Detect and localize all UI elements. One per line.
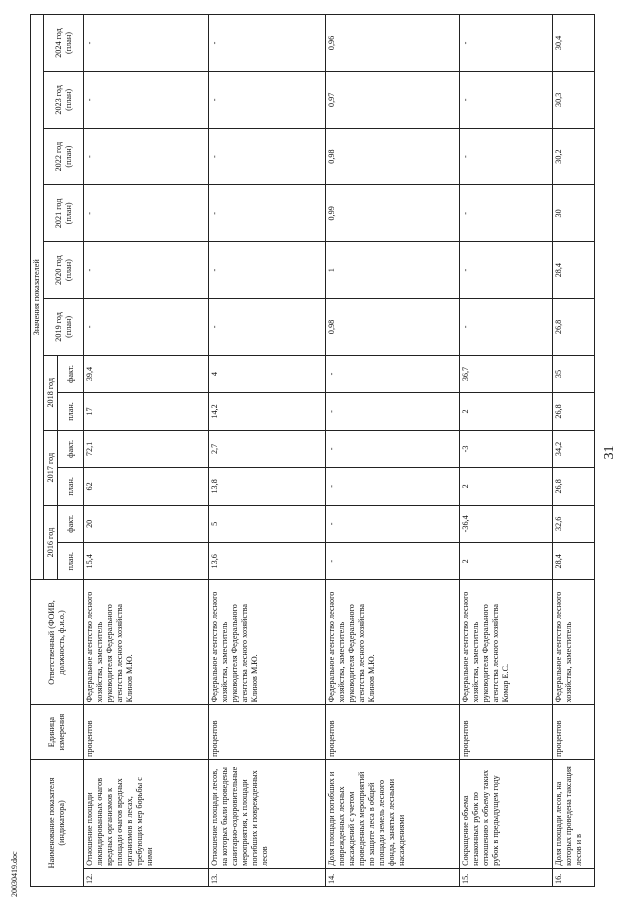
unit-cell: процентов <box>460 705 553 759</box>
indicator-name: Отношение площади лесов, на которых были проведены санитарно-оздоровительные мероприятия, к площади погибших и поврежденных лесов <box>209 759 325 868</box>
value-cell: 4 <box>209 355 325 392</box>
value-cell: 0,98 <box>325 128 460 185</box>
header-unit: Единица измерения <box>31 705 84 759</box>
responsible-cell: Федеральное агентство лесного хозяйства, заместитель руководителя Федерального агентства лесного хозяйства Клинов М.Ю. <box>209 580 325 705</box>
table-row <box>209 15 325 887</box>
value-cell: 2 <box>460 468 553 505</box>
value-cell: - <box>460 299 553 356</box>
value-cell: 72,1 <box>84 430 209 467</box>
header-year-2022: 2022 год (план) <box>44 128 84 185</box>
value-cell: 30,4 <box>553 15 595 72</box>
value-cell: - <box>209 128 325 185</box>
value-cell: - <box>460 71 553 128</box>
unit-cell: процентов <box>84 705 209 759</box>
page-number: 31 <box>602 445 617 460</box>
header-2017-plan: план. <box>58 468 84 505</box>
value-cell: 28,4 <box>553 242 595 299</box>
value-cell: - <box>460 128 553 185</box>
value-cell: - <box>325 430 460 467</box>
indicator-name: Доля площади погибших и поврежденных лесных насаждений с учетом проведенных мероприятий по защите леса в общей площади земель лесного фонда, занятых лесными насаждениями <box>325 759 460 868</box>
value-cell: - <box>209 15 325 72</box>
value-cell: - <box>460 15 553 72</box>
responsible-cell: Федеральное агентство лесного хозяйства, заместитель руководителя Федерального агентства лесного хозяйства Комар Е.С. <box>460 580 553 705</box>
value-cell: 0,96 <box>325 15 460 72</box>
value-cell: - <box>209 185 325 242</box>
header-2017-fact: факт. <box>58 430 84 467</box>
value-cell: - <box>84 299 209 356</box>
value-cell: - <box>209 242 325 299</box>
value-cell: 39,4 <box>84 355 209 392</box>
value-cell: 30 <box>553 185 595 242</box>
value-cell: - <box>84 71 209 128</box>
unit-cell: процентов <box>325 705 460 759</box>
value-cell: - <box>325 393 460 430</box>
table-row <box>460 15 553 887</box>
header-year-2016: 2016 год <box>44 505 58 580</box>
value-cell: 30,2 <box>553 128 595 185</box>
value-cell: 0,99 <box>325 185 460 242</box>
value-cell: - <box>209 299 325 356</box>
indicator-name: Отношение площади ликвидированных очагов вредных организмов к площади очагов вредных организмов в лесах, требующих мер борьбы с ними <box>84 759 209 868</box>
value-cell: - <box>325 355 460 392</box>
value-cell: - <box>84 128 209 185</box>
header-responsible: Ответственный (ФОИВ, должность, ф.и.о.) <box>31 580 84 705</box>
header-year-2018: 2018 год <box>44 355 58 430</box>
value-cell: 28,4 <box>553 543 595 580</box>
indicator-name: Доля площади лесов, на которых проведена таксация лесов и в <box>553 759 595 868</box>
header-2016-fact: факт. <box>58 505 84 542</box>
indicator-name: Сокращение объема незаконных рубок по отношению к объему таких рубок в предыдущем году <box>460 759 553 868</box>
value-cell: -3 <box>460 430 553 467</box>
row-index: 14. <box>325 868 460 886</box>
unit-cell: процентов <box>553 705 595 759</box>
value-cell: 26,8 <box>553 299 595 356</box>
row-index: 16. <box>553 868 595 886</box>
value-cell: 35 <box>553 355 595 392</box>
value-cell: 30,3 <box>553 71 595 128</box>
unit-cell: процентов <box>209 705 325 759</box>
value-cell: - <box>325 468 460 505</box>
header-year-2020: 2020 год (план) <box>44 242 84 299</box>
row-index: 15. <box>460 868 553 886</box>
value-cell: 2 <box>460 543 553 580</box>
responsible-cell: Федеральное агентство лесного хозяйства, заместитель руководителя Федерального агентства лесного хозяйства Клинов М.Ю. <box>84 580 209 705</box>
value-cell: 62 <box>84 468 209 505</box>
value-cell: 1 <box>325 242 460 299</box>
value-cell: - <box>84 15 209 72</box>
responsible-cell: Федеральное агентство лесного хозяйства, заместитель руководителя Федерального агентства лесного хозяйства Клинов М.Ю. <box>325 580 460 705</box>
value-cell: 2 <box>460 393 553 430</box>
value-cell: - <box>325 543 460 580</box>
indicators-table <box>30 14 595 887</box>
header-2016-plan: план. <box>58 543 84 580</box>
value-cell: 0,97 <box>325 71 460 128</box>
value-cell: 34,2 <box>553 430 595 467</box>
value-cell: 20 <box>84 505 209 542</box>
table-row <box>325 15 460 887</box>
header-year-2019: 2019 год (план) <box>44 299 84 356</box>
value-cell: 2,7 <box>209 430 325 467</box>
value-cell: - <box>460 242 553 299</box>
value-cell: 17 <box>84 393 209 430</box>
value-cell: 15,4 <box>84 543 209 580</box>
header-year-2023: 2023 год (план) <box>44 71 84 128</box>
header-year-2024: 2024 год (план) <box>44 15 84 72</box>
table-row <box>553 15 595 887</box>
value-cell: - <box>84 185 209 242</box>
value-cell: - <box>84 242 209 299</box>
row-index: 12. <box>84 868 209 886</box>
value-cell: 5 <box>209 505 325 542</box>
table-row <box>84 15 209 887</box>
value-cell: 26,8 <box>553 393 595 430</box>
value-cell: 26,8 <box>553 468 595 505</box>
value-cell: 13,8 <box>209 468 325 505</box>
value-cell: 32,6 <box>553 505 595 542</box>
value-cell: -36,4 <box>460 505 553 542</box>
responsible-cell: Федеральное агентство лесного хозяйства, заместитель <box>553 580 595 705</box>
header-year-2017: 2017 год <box>44 430 58 505</box>
value-cell: 36,7 <box>460 355 553 392</box>
header-2018-fact: факт. <box>58 355 84 392</box>
header-indicator: Наименование показателя (индикатора) <box>31 759 84 886</box>
value-cell: - <box>209 71 325 128</box>
value-cell: - <box>325 505 460 542</box>
header-values: Значения показателей <box>31 15 44 581</box>
value-cell: 0,98 <box>325 299 460 356</box>
value-cell: - <box>460 185 553 242</box>
value-cell: 14,2 <box>209 393 325 430</box>
header-2018-plan: план. <box>58 393 84 430</box>
header-year-2021: 2021 год (план) <box>44 185 84 242</box>
row-index: 13. <box>209 868 325 886</box>
value-cell: 13,6 <box>209 543 325 580</box>
document-id: 20030419.doc <box>10 851 19 897</box>
